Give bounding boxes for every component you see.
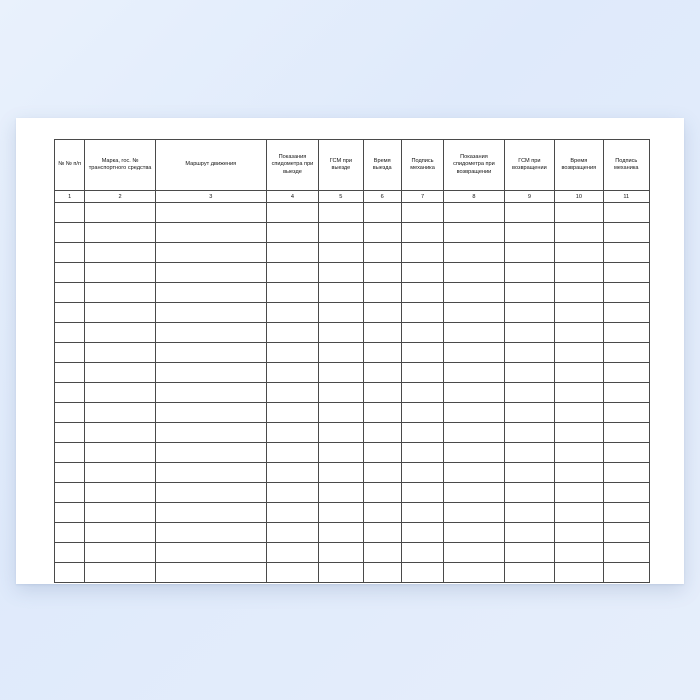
table-container [54,139,650,583]
table-cell[interactable] [266,223,318,243]
table-cell[interactable] [363,223,401,243]
table-cell[interactable] [401,383,443,403]
table-cell[interactable] [555,323,603,343]
table-cell[interactable] [444,263,505,283]
table-cell[interactable] [555,463,603,483]
table-cell[interactable] [603,443,649,463]
table-cell[interactable] [363,363,401,383]
table-cell[interactable] [319,343,363,363]
table-cell[interactable] [555,203,603,223]
table-row[interactable] [55,263,650,283]
table-cell[interactable] [504,283,554,303]
table-cell[interactable] [444,383,505,403]
table-cell[interactable] [603,283,649,303]
table-cell[interactable] [603,263,649,283]
table-cell[interactable] [266,303,318,323]
table-cell[interactable] [504,323,554,343]
table-cell[interactable] [85,343,156,363]
table-cell[interactable] [401,343,443,363]
table-cell[interactable] [319,303,363,323]
table-cell[interactable] [319,323,363,343]
table-cell[interactable] [266,443,318,463]
table-cell[interactable] [363,343,401,363]
column-number-1: 1 [55,191,85,203]
table-cell[interactable] [555,263,603,283]
table-cell[interactable] [155,203,266,223]
table-row[interactable] [55,323,650,343]
table-cell[interactable] [363,563,401,583]
table-cell[interactable] [504,343,554,363]
table-cell[interactable] [319,203,363,223]
column-header-3: Маршрут движения [155,140,266,191]
table-cell[interactable] [444,483,505,503]
table-cell[interactable] [504,263,554,283]
column-header-9: ГСМ при возвращении [504,140,554,191]
table-cell[interactable] [504,363,554,383]
table-cell[interactable] [363,503,401,523]
table-cell[interactable] [85,203,156,223]
table-cell[interactable] [85,503,156,523]
table-cell[interactable] [155,243,266,263]
table-cell[interactable] [504,543,554,563]
table-cell[interactable] [55,283,85,303]
journal-table [54,139,650,583]
column-header-7: Подпись механика [401,140,443,191]
table-cell[interactable] [504,223,554,243]
table-cell[interactable] [155,463,266,483]
table-cell[interactable] [401,563,443,583]
table-cell[interactable] [85,263,156,283]
column-header-4: Показания спидометра при выезде [266,140,318,191]
table-cell[interactable] [155,323,266,343]
column-header-6: Время выезда [363,140,401,191]
table-cell[interactable] [319,363,363,383]
table-cell[interactable] [555,423,603,443]
table-cell[interactable] [319,523,363,543]
table-cell[interactable] [85,523,156,543]
table-cell[interactable] [603,343,649,363]
table-cell[interactable] [85,243,156,263]
table-row[interactable] [55,363,650,383]
table-cell[interactable] [319,263,363,283]
table-row[interactable] [55,223,650,243]
table-cell[interactable] [555,243,603,263]
table-cell[interactable] [444,363,505,383]
table-cell[interactable] [504,503,554,523]
table-cell[interactable] [363,483,401,503]
table-cell[interactable] [55,443,85,463]
table-cell[interactable] [444,543,505,563]
table-cell[interactable] [401,203,443,223]
table-cell[interactable] [504,523,554,543]
table-cell[interactable] [444,443,505,463]
table-cell[interactable] [55,383,85,403]
table-cell[interactable] [266,503,318,523]
table-cell[interactable] [266,383,318,403]
table-cell[interactable] [401,523,443,543]
column-number-10: 10 [555,191,603,203]
table-cell[interactable] [555,283,603,303]
table-row[interactable] [55,463,650,483]
table-cell[interactable] [444,563,505,583]
header-row [55,140,650,191]
table-cell[interactable] [55,223,85,243]
table-cell[interactable] [603,403,649,423]
table-cell[interactable] [444,303,505,323]
table-cell[interactable] [555,563,603,583]
column-number-row [55,191,650,203]
table-cell[interactable] [85,483,156,503]
table-cell[interactable] [266,563,318,583]
table-cell[interactable] [319,503,363,523]
table-cell[interactable] [401,403,443,423]
table-cell[interactable] [55,303,85,323]
table-cell[interactable] [319,403,363,423]
table-cell[interactable] [555,343,603,363]
table-row[interactable] [55,283,650,303]
table-row[interactable] [55,343,650,363]
table-cell[interactable] [266,423,318,443]
table-cell[interactable] [555,523,603,543]
column-number-8: 8 [444,191,505,203]
table-cell[interactable] [444,463,505,483]
column-header-5: ГСМ при выезде [319,140,363,191]
column-number-6: 6 [363,191,401,203]
table-row[interactable] [55,483,650,503]
table-cell[interactable] [504,563,554,583]
column-header-1: № № п/п [55,140,85,191]
table-cell[interactable] [155,303,266,323]
column-number-11: 11 [603,191,649,203]
column-header-8: Показания спидометра при возвращении [444,140,505,191]
table-cell[interactable] [401,463,443,483]
table-cell[interactable] [444,343,505,363]
column-number-7: 7 [401,191,443,203]
table-cell[interactable] [55,423,85,443]
table-cell[interactable] [401,483,443,503]
table-cell[interactable] [319,423,363,443]
table-row[interactable] [55,543,650,563]
table-header [55,140,650,203]
column-number-9: 9 [504,191,554,203]
table-cell[interactable] [85,423,156,443]
table-cell[interactable] [55,263,85,283]
table-cell[interactable] [55,403,85,423]
table-cell[interactable] [55,483,85,503]
table-cell[interactable] [319,563,363,583]
table-cell[interactable] [363,423,401,443]
table-row[interactable] [55,503,650,523]
table-cell[interactable] [155,563,266,583]
table-cell[interactable] [401,503,443,523]
table-cell[interactable] [363,463,401,483]
table-cell[interactable] [266,323,318,343]
table-cell[interactable] [401,543,443,563]
table-cell[interactable] [319,243,363,263]
table-cell[interactable] [444,203,505,223]
table-cell[interactable] [603,243,649,263]
table-cell[interactable] [504,243,554,263]
table-cell[interactable] [363,263,401,283]
table-cell[interactable] [555,403,603,423]
table-row[interactable] [55,203,650,223]
table-cell[interactable] [444,243,505,263]
table-cell[interactable] [504,483,554,503]
table-cell[interactable] [444,423,505,443]
table-cell[interactable] [363,203,401,223]
table-cell[interactable] [444,223,505,243]
table-cell[interactable] [266,363,318,383]
table-cell[interactable] [319,483,363,503]
table-row[interactable] [55,243,650,263]
column-number-4: 4 [266,191,318,203]
table-cell[interactable] [85,463,156,483]
table-cell[interactable] [603,543,649,563]
column-header-2: Марка, гос. № транспортного средства [85,140,156,191]
table-cell[interactable] [504,203,554,223]
table-cell[interactable] [55,463,85,483]
table-cell[interactable] [266,343,318,363]
table-cell[interactable] [55,243,85,263]
paper-sheet [16,118,684,584]
column-number-5: 5 [319,191,363,203]
table-cell[interactable] [603,483,649,503]
table-cell[interactable] [603,383,649,403]
table-cell[interactable] [555,303,603,323]
table-cell[interactable] [603,223,649,243]
table-cell[interactable] [363,383,401,403]
table-cell[interactable] [55,323,85,343]
table-cell[interactable] [155,283,266,303]
table-cell[interactable] [55,343,85,363]
table-cell[interactable] [555,503,603,523]
table-cell[interactable] [504,383,554,403]
table-cell[interactable] [266,483,318,503]
table-cell[interactable] [363,303,401,323]
table-cell[interactable] [266,543,318,563]
table-cell[interactable] [504,303,554,323]
table-cell[interactable] [266,523,318,543]
table-cell[interactable] [363,283,401,303]
table-cell[interactable] [155,503,266,523]
table-cell[interactable] [603,503,649,523]
table-cell[interactable] [401,283,443,303]
table-cell[interactable] [319,223,363,243]
table-cell[interactable] [401,363,443,383]
table-cell[interactable] [555,223,603,243]
table-cell[interactable] [155,523,266,543]
table-cell[interactable] [85,223,156,243]
table-row[interactable] [55,563,650,583]
table-row[interactable] [55,403,650,423]
table-cell[interactable] [555,443,603,463]
table-cell[interactable] [85,283,156,303]
table-cell[interactable] [266,263,318,283]
table-cell[interactable] [444,503,505,523]
table-cell[interactable] [555,383,603,403]
table-cell[interactable] [155,383,266,403]
table-body [55,203,650,583]
table-cell[interactable] [363,523,401,543]
table-cell[interactable] [155,423,266,443]
table-cell[interactable] [401,323,443,343]
table-cell[interactable] [363,543,401,563]
table-cell[interactable] [55,363,85,383]
table-cell[interactable] [319,383,363,403]
table-cell[interactable] [444,403,505,423]
table-cell[interactable] [363,403,401,423]
table-cell[interactable] [504,443,554,463]
table-cell[interactable] [603,363,649,383]
table-cell[interactable] [266,403,318,423]
table-cell[interactable] [85,323,156,343]
table-cell[interactable] [155,223,266,243]
table-cell[interactable] [363,323,401,343]
column-number-2: 2 [85,191,156,203]
table-cell[interactable] [55,203,85,223]
table-cell[interactable] [504,423,554,443]
table-row[interactable] [55,443,650,463]
table-cell[interactable] [55,543,85,563]
table-cell[interactable] [55,563,85,583]
table-cell[interactable] [155,403,266,423]
table-cell[interactable] [85,543,156,563]
table-cell[interactable] [319,463,363,483]
table-cell[interactable] [603,423,649,443]
table-cell[interactable] [555,483,603,503]
table-cell[interactable] [444,323,505,343]
table-row[interactable] [55,523,650,543]
table-cell[interactable] [266,243,318,263]
table-cell[interactable] [155,363,266,383]
table-cell[interactable] [266,463,318,483]
table-cell[interactable] [444,523,505,543]
table-cell[interactable] [603,463,649,483]
table-cell[interactable] [319,443,363,463]
table-row[interactable] [55,423,650,443]
table-cell[interactable] [603,303,649,323]
table-cell[interactable] [401,243,443,263]
table-cell[interactable] [85,443,156,463]
table-cell[interactable] [555,363,603,383]
table-cell[interactable] [603,323,649,343]
table-row[interactable] [55,303,650,323]
table-cell[interactable] [401,443,443,463]
table-cell[interactable] [603,563,649,583]
table-cell[interactable] [85,563,156,583]
table-cell[interactable] [85,363,156,383]
table-cell[interactable] [85,303,156,323]
table-cell[interactable] [266,283,318,303]
table-cell[interactable] [319,543,363,563]
table-cell[interactable] [363,443,401,463]
table-cell[interactable] [155,443,266,463]
table-cell[interactable] [401,263,443,283]
table-cell[interactable] [363,243,401,263]
table-cell[interactable] [55,523,85,543]
table-cell[interactable] [155,543,266,563]
table-cell[interactable] [603,203,649,223]
table-cell[interactable] [319,283,363,303]
column-header-10: Время возвращения [555,140,603,191]
table-cell[interactable] [504,463,554,483]
table-cell[interactable] [603,523,649,543]
table-cell[interactable] [266,203,318,223]
table-cell[interactable] [155,343,266,363]
table-cell[interactable] [401,423,443,443]
table-cell[interactable] [155,263,266,283]
table-cell[interactable] [444,283,505,303]
table-cell[interactable] [155,483,266,503]
table-cell[interactable] [85,403,156,423]
table-cell[interactable] [401,303,443,323]
table-cell[interactable] [55,503,85,523]
table-row[interactable] [55,383,650,403]
table-cell[interactable] [504,403,554,423]
table-cell[interactable] [401,223,443,243]
table-cell[interactable] [85,383,156,403]
column-header-11: Подпись механика [603,140,649,191]
column-number-3: 3 [155,191,266,203]
table-cell[interactable] [555,543,603,563]
